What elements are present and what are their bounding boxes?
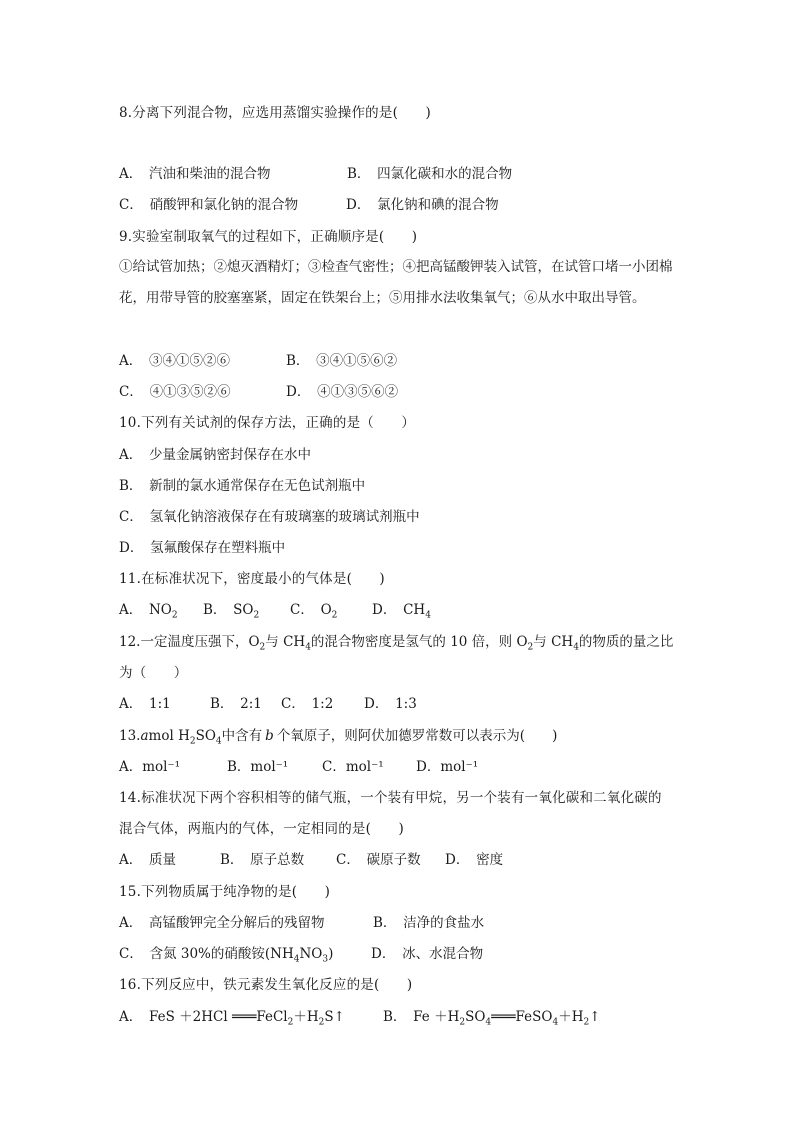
q11-d-sub: 4 xyxy=(425,610,431,621)
q16-b-text-3: ═══FeSO xyxy=(491,1009,553,1025)
q12-option-c: C． 1:2 xyxy=(281,696,334,712)
q16-a-sub-1: 2 xyxy=(287,1017,294,1028)
q11-stem: 11.在标准状况下，密度最小的气体是( ) xyxy=(119,571,385,587)
q9-stem: 9.实验室制取氧气的过程如下，正确顺序是( ) xyxy=(119,229,418,245)
q11-option-d xyxy=(372,601,431,625)
q14-option-c: C． 碳原子数 xyxy=(336,852,421,868)
q12-stem-line2: 为（ ） xyxy=(119,665,188,681)
q16-b-text-1: B． Fe ＋H xyxy=(383,1009,460,1025)
q13-var-b: b xyxy=(265,728,274,744)
q12-sub-4: 4 xyxy=(573,642,579,653)
q16-a-text-2: ＋H xyxy=(293,1009,319,1025)
q9-option-b: B． ③④①⑤⑥② xyxy=(286,353,398,369)
q13-stem: 13.amol $H_2SO_4$中含有 b 个氧原子，则阿伏加德罗常数可以表示为( ) xyxy=(119,728,558,747)
q15-c-sub-1: 4 xyxy=(293,954,300,965)
q8-stem: 8.分离下列混合物，应选用蒸馏实验操作的是( ) xyxy=(119,105,431,121)
q10-option-b: B． 新制的氯水通常保存在无色试剂瓶中 xyxy=(119,478,366,494)
q16-option-b xyxy=(383,1008,601,1032)
q11-a-sub: 2 xyxy=(171,610,178,621)
q10-option-c: C． 氢氧化钠溶液保存在有玻璃塞的玻璃试剂瓶中 xyxy=(119,509,420,525)
q11-c-text: C． O xyxy=(290,602,332,618)
q13-stem-1: mol H xyxy=(148,728,190,744)
q11-d-text: D． CH xyxy=(372,602,426,618)
q12-sub-1: 2 xyxy=(259,642,266,653)
q12-option-b: B． 2:1 xyxy=(210,696,262,712)
q12-sub-2: 4 xyxy=(305,642,311,653)
q11-b-sub: 2 xyxy=(253,610,260,621)
q13-stem-2: SO xyxy=(195,728,216,744)
q14-stem-line1: 14.标准状况下两个容积相等的储气瓶，一个装有甲烷，另一个装有一氧化碳和二氧化碳的 xyxy=(119,790,662,806)
q12-option-d: D． 1:3 xyxy=(364,696,417,712)
q13-sub-h: 2 xyxy=(189,736,196,747)
q13-option-b: B．mol⁻¹ xyxy=(227,759,289,775)
q12-option-a: A． 1:1 xyxy=(119,696,171,712)
q13-stem-3: 中含有 xyxy=(221,728,263,744)
q15-stem: 15.下列物质属于纯净物的是( ) xyxy=(119,884,331,900)
q16-a-text-3: S↑ xyxy=(324,1009,345,1025)
q13-option-a: A．mol⁻¹ xyxy=(119,759,181,775)
q16-b-sub-1: 2 xyxy=(459,1017,466,1028)
q12-stem xyxy=(119,633,673,657)
q15-c-text-3: ) xyxy=(328,946,334,962)
q11-option-a xyxy=(119,601,178,625)
q15-c-text-2: NO xyxy=(299,946,323,962)
q15-c-sub-2: 3 xyxy=(322,954,329,965)
q15-option-a: A． 高锰酸钾完全分解后的残留物 xyxy=(119,915,325,931)
q12-stem-1: 12.一定温度压强下，O xyxy=(119,634,260,650)
q16-b-sub-3: 4 xyxy=(552,1017,559,1028)
q12-stem-3: 的混合物密度是氢气的 10 倍，则 O xyxy=(310,634,528,650)
q15-c-text-1: C． 含氮 30%的硝酸铵(NH xyxy=(119,946,294,962)
q13-sub-o: 4 xyxy=(215,736,222,747)
q15-option-b: B． 洁净的食盐水 xyxy=(373,915,485,931)
q11-a-text: A． NO xyxy=(119,602,172,618)
q14-option-d: D． 密度 xyxy=(445,852,504,868)
q9-option-c: C． ④①③⑤②⑥ xyxy=(119,384,231,400)
q11-b-text: B． SO xyxy=(203,602,254,618)
q16-b-sub-4: 2 xyxy=(583,1017,590,1028)
q10-stem: 10.下列有关试剂的保存方法，正确的是（ ） xyxy=(119,415,416,431)
q9-option-d: D． ④①③⑤⑥② xyxy=(286,384,399,400)
q8-option-b: B． 四氯化碳和水的混合物 xyxy=(347,166,513,182)
q8-option-a: A． 汽油和柴油的混合物 xyxy=(119,166,271,182)
q16-b-text-5: ↑ xyxy=(589,1009,601,1025)
q16-a-text-1: A． FeS ＋2HCl ═══FeCl xyxy=(119,1009,288,1025)
q13-stem-4: 个氧原子，则阿伏加德罗常数可以表示为( ) xyxy=(276,728,558,744)
q16-a-sub-2: 2 xyxy=(318,1017,325,1028)
q13-option-c: C．mol⁻¹ xyxy=(322,759,384,775)
q16-b-text-4: ＋H xyxy=(558,1009,584,1025)
q14-stem-line2: 混合气体，两瓶内的气体，一定相同的是( ) xyxy=(119,821,404,837)
q11-option-b xyxy=(203,601,259,625)
q8-option-c: C． 硝酸钾和氯化钠的混合物 xyxy=(119,197,299,213)
q11-option-c xyxy=(290,601,337,625)
q12-stem-5: 的物质的量之比 xyxy=(578,634,674,650)
q12-stem-4: 与 CH xyxy=(533,634,574,650)
q11-c-sub: 2 xyxy=(331,610,338,621)
q8-option-d: D． 氯化钠和碘的混合物 xyxy=(346,197,499,213)
q15-option-c xyxy=(119,945,333,969)
q9-option-a: A． ③④①⑤②⑥ xyxy=(119,353,230,369)
q12-sub-3: 2 xyxy=(527,642,534,653)
q16-stem: 16.下列反应中，铁元素发生氧化反应的是( ) xyxy=(119,977,413,993)
q13-var-a: a xyxy=(140,728,149,744)
q12-stem-2: 与 CH xyxy=(265,634,306,650)
q15-option-d: D． 冰、水混合物 xyxy=(371,946,484,962)
q16-b-text-2: SO xyxy=(465,1009,486,1025)
q14-option-a: A． 质量 xyxy=(119,852,176,868)
q10-option-d: D． 氢氟酸保存在塑料瓶中 xyxy=(119,540,286,556)
q16-option-a xyxy=(119,1008,345,1032)
q16-b-sub-2: 4 xyxy=(485,1017,492,1028)
q13-option-d: D．mol⁻¹ xyxy=(416,759,479,775)
q10-option-a: A． 少量金属钠密封保存在水中 xyxy=(119,447,311,463)
q9-steps: ①给试管加热；②熄灭酒精灯；③检查气密性；④把高锰酸钾装入试管，在试管口堵一小团棉花，用带导管的胶塞塞紧，固定在铁架台上；⑤用排水法收集氧气；⑥从水中取出导管。 xyxy=(119,259,673,306)
q14-option-b: B． 原子总数 xyxy=(220,852,305,868)
